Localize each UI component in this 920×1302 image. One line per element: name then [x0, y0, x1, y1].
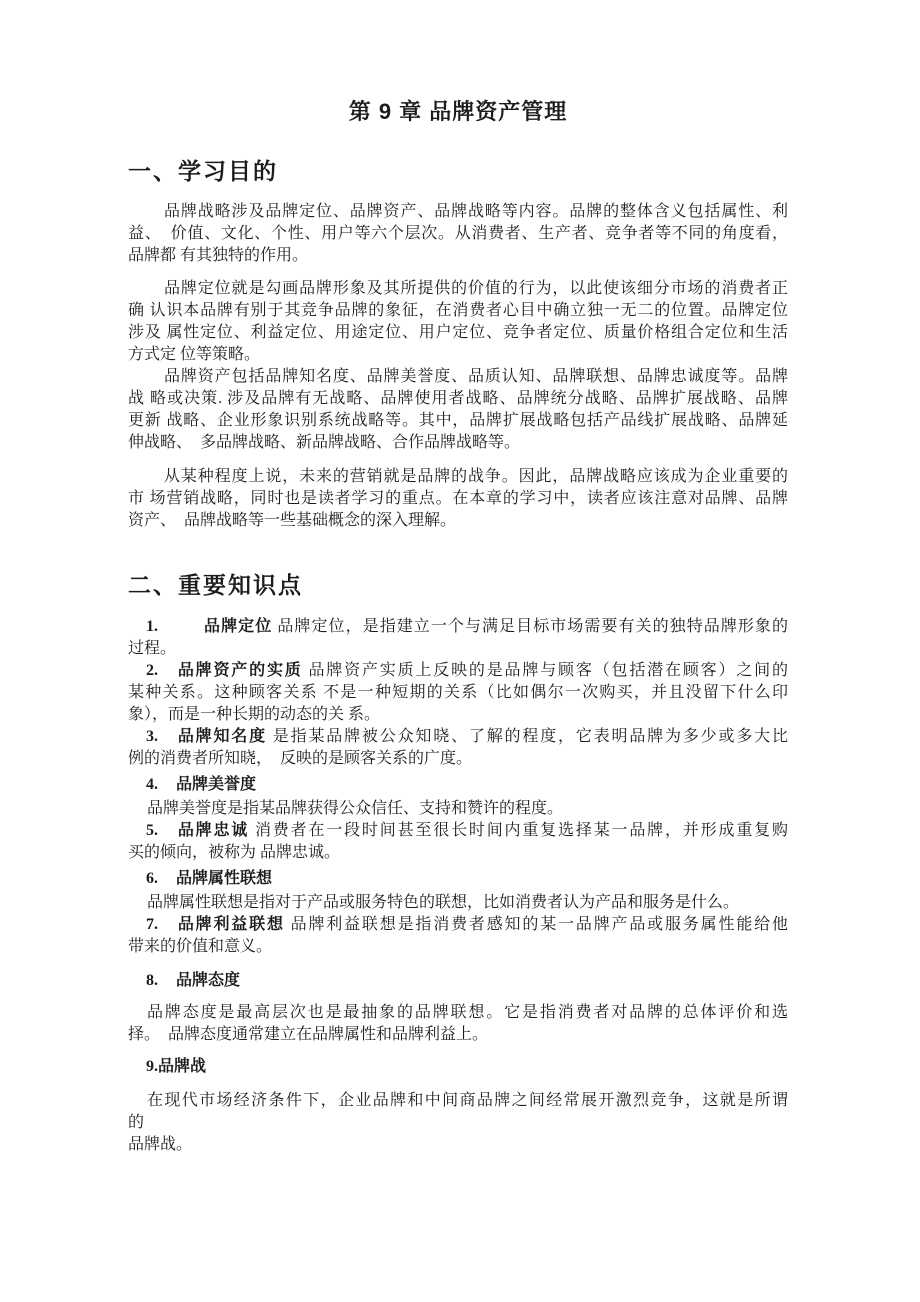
paragraph	[128, 1002, 788, 1046]
text-line: 品牌战略涉及品牌定位、品牌资产、品牌战略等内容。品牌的整体含义包括属性、利	[164, 203, 788, 220]
text-line: 方式定 位等策略。	[128, 346, 261, 363]
text-line: 品牌资产包括品牌知名度、品牌美誉度、品质认知、品牌联想、品牌忠诚度等。品牌	[164, 368, 788, 385]
text-line: 品牌都 有其独特的作用。	[128, 247, 309, 264]
item-first-line: 2. 品牌资产的实质 品牌资产实质上反映的是品牌与顾客（包括潜在顾客）之间的	[128, 660, 788, 682]
paragraph	[128, 366, 788, 454]
list-item	[128, 914, 788, 958]
text-line: 战 略或决策. 涉及品牌有无战略、品牌使用者战略、品牌统分战略、品牌扩展战略、品牌	[128, 390, 788, 407]
document-blocks	[128, 154, 788, 1156]
item-term: 品牌态度	[176, 972, 241, 989]
item-term: 品牌忠诚	[176, 822, 250, 839]
paragraph	[128, 798, 788, 820]
text-line: 象），而是一种长期的动态的关 系。	[128, 706, 381, 723]
item-term: 品牌知名度	[176, 728, 267, 745]
text-line: 涉及 属性定位、利益定位、用途定位、用户定位、竞争者定位、质量价格组合定位和生活	[128, 324, 788, 341]
chapter-title: 第 9 章 品牌资产管理	[348, 99, 568, 124]
paragraph	[128, 892, 788, 914]
item-heading	[128, 868, 788, 890]
item-heading	[128, 970, 788, 992]
item-number: 4.	[146, 776, 158, 793]
text-line: 品牌定位就是勾画品牌形象及其所提供的价值的行为，以此使该细分市场的消费者正	[164, 280, 788, 297]
paragraph	[128, 201, 788, 267]
item-term: 品牌美誉度	[176, 776, 257, 793]
item-number: 3.	[146, 728, 158, 745]
item-number: 7.	[146, 916, 158, 933]
item-term: 品牌利益联想	[176, 916, 285, 933]
section-heading: 一、学习目的	[128, 158, 278, 184]
list-item	[128, 820, 788, 864]
text-line: 从某种程度上说，未来的营销就是品牌的战争。因此，品牌战略应该成为企业重要的	[164, 468, 788, 485]
paragraph	[128, 1090, 788, 1156]
item-number: 2.	[146, 662, 158, 679]
text-line: 某种关系。这种顾客关系 不是一种短期的关系（比如偶尔一次购买，并且没留下什么印	[128, 684, 788, 701]
text-line: 在现代市场经济条件下，企业品牌和中间商品牌之间经常展开激烈竞争，这就是所谓	[147, 1092, 788, 1109]
text-line: 例的消费者所知晓， 反映的是顾客关系的广度。	[128, 750, 473, 767]
item-first-line: 1. 品牌定位 品牌定位，是指建立一个与满足目标市场需要有关的独特品牌形象的	[128, 616, 788, 638]
paragraph	[128, 278, 788, 366]
text-line: 资产、 品牌战略等一些基础概念的深入理解。	[128, 512, 457, 529]
text-line: 择。 品牌态度通常建立在品牌属性和品牌利益上。	[128, 1026, 489, 1043]
text-line: 的	[128, 1114, 145, 1131]
item-term: 品牌资产的实质	[176, 662, 303, 679]
item-number: 1.	[146, 618, 158, 635]
item-number: 6.	[146, 870, 158, 887]
text-line: 品牌属性联想是指对于产品或服务特色的联想，比如消费者认为产品和服务是什么。	[147, 894, 740, 911]
item-first-line: 5. 品牌忠诚 消费者在一段时间甚至很长时间内重复选择某一品牌，并形成重复购	[128, 820, 788, 842]
item-number: 8.	[146, 972, 158, 989]
text-line: 市 场营销战略，同时也是读者学习的重点。在本章的学习中，读者应该注意对品牌、品牌	[128, 490, 788, 507]
text-line: 伸战略、 多品牌战略、新品牌战略、合作品牌战略等。	[128, 434, 521, 451]
text-line: 带来的价值和意义。	[128, 938, 273, 955]
text-line: 品牌态度是最高层次也是最抽象的品牌联想。它是指消费者对品牌的总体评价和选	[147, 1004, 788, 1021]
item-heading	[128, 774, 788, 796]
text-line: 确 认识本品牌有别于其竞争品牌的象征，在消费者心目中确立独一无二的位置。品牌定位	[128, 302, 788, 319]
section-heading: 二、重要知识点	[128, 572, 303, 598]
item-heading: 9.品牌战	[146, 1058, 207, 1075]
text-line: 品牌战。	[128, 1136, 193, 1153]
item-term: 品牌属性联想	[176, 870, 273, 887]
text-line: 买的倾向，被称为 品牌忠诚。	[128, 844, 341, 861]
list-item	[128, 726, 788, 770]
text-line: 益、 价值、文化、个性、用户等六个层次。从消费者、生产者、竞争者等不同的角度看，	[128, 225, 788, 242]
list-item	[128, 616, 788, 660]
item-first-line: 3. 品牌知名度 是指某品牌被公众知晓、了解的程度，它表明品牌为多少或多大比	[128, 726, 788, 748]
paragraph	[128, 466, 788, 532]
text-line: 品牌美誉度是指某品牌获得公众信任、支持和赞许的程度。	[147, 800, 564, 817]
list-item	[128, 660, 788, 726]
document-content	[128, 96, 788, 1156]
item-term: 品牌定位	[203, 618, 273, 635]
item-number: 5.	[146, 822, 158, 839]
item-first-line: 7. 品牌利益联想 品牌利益联想是指消费者感知的某一品牌产品或服务属性能给他	[128, 914, 788, 936]
text-line: 过程。	[128, 640, 177, 657]
text-line: 更新 战略、企业形象识别系统战略等。其中，品牌扩展战略包括产品线扩展战略、品牌延	[128, 412, 788, 429]
